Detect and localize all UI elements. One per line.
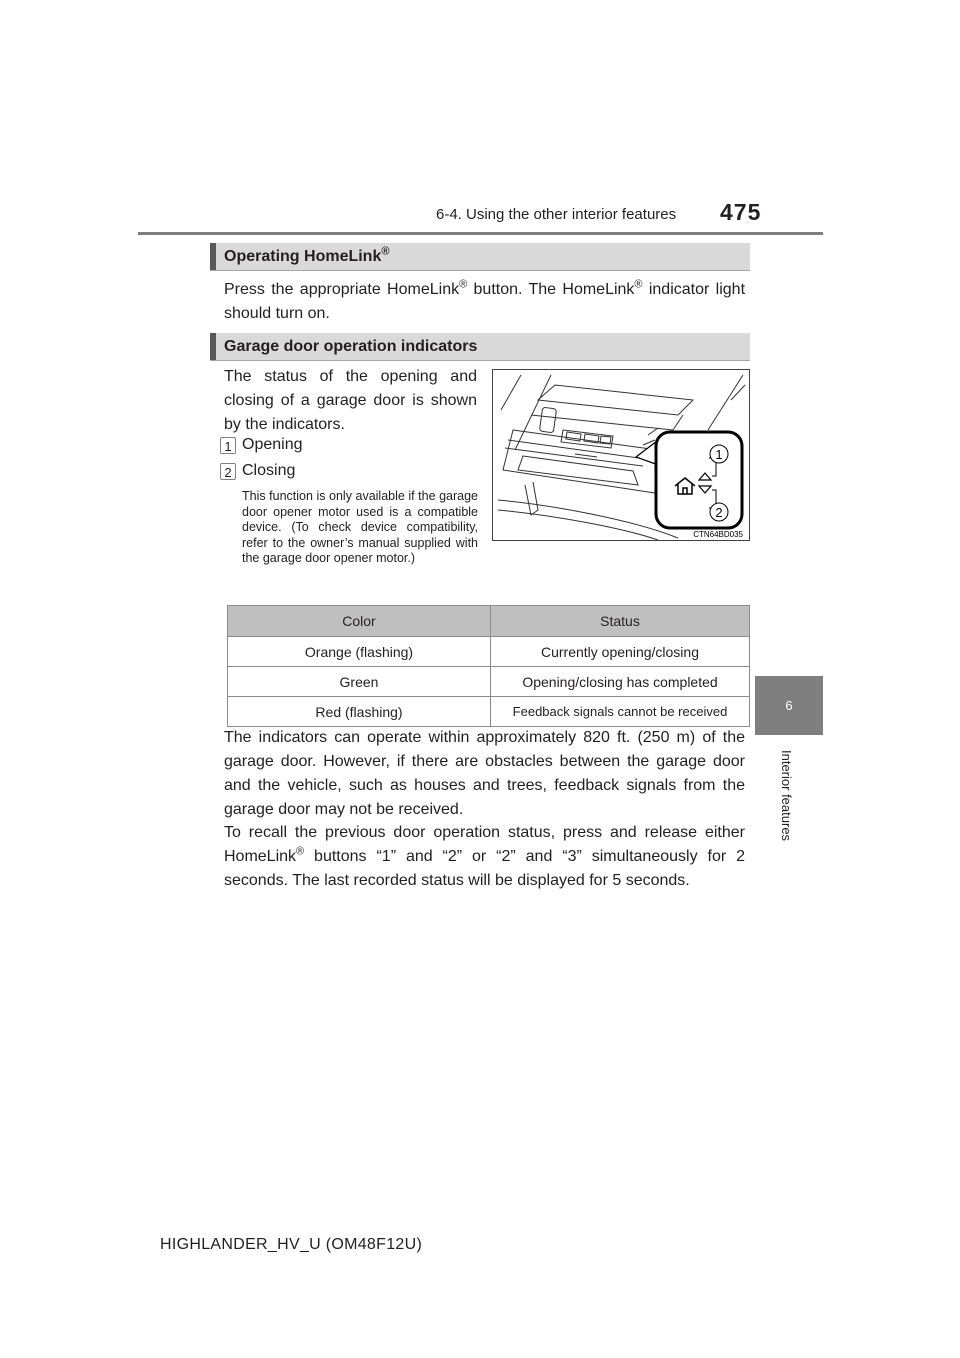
section-heading-operating-homelink (210, 243, 750, 271)
indicators-intro: The status of the opening and closing of a garage door is shown by the indicators. (224, 368, 477, 433)
figure-callout-2: 2 (715, 505, 723, 520)
table-cell-status: Currently opening/closing (491, 637, 750, 667)
page-number: 475 (720, 199, 762, 225)
range-paragraph: The indicators can operate within approximately 820 ft. (250 m) of the garage door. However, if there are obstacles between the garage door and the vehicle, such as houses and trees, feedback signals from the garage door may not be received. (224, 729, 745, 818)
section-heading-bar (210, 333, 216, 360)
operating-homelink-text: Press the appropriate HomeLink® button. The HomeLink® indicator light should turn on. (224, 278, 746, 322)
item-label-closing: Closing (242, 462, 296, 479)
table-cell-color: Orange (flashing) (228, 637, 491, 667)
chapter-tab: 6 (755, 676, 823, 735)
compatibility-note: This function is only available if the garage door opener motor used is a compatible device. (To check device compatibility, refer to the owner’s manual supplied with the garage door opener motor.) (242, 489, 478, 566)
table-row (228, 637, 750, 667)
table-row (228, 667, 750, 697)
indicator-status-table (227, 605, 750, 727)
item-label-opening: Opening (242, 436, 303, 453)
table-header-color: Color (228, 606, 491, 637)
figure-callout-1: 1 (715, 447, 723, 462)
item-number-1: 1 (220, 437, 236, 454)
table-cell-status: Feedback signals cannot be received (491, 697, 750, 727)
overhead-console-figure (492, 369, 750, 541)
table-cell-color: Red (flashing) (228, 697, 491, 727)
section-heading-bar (210, 243, 216, 270)
item-number-2: 2 (220, 463, 236, 480)
section-heading-garage-indicators (210, 333, 750, 361)
running-header: 6-4. Using the other interior features (436, 206, 677, 223)
chapter-label: Interior features (779, 750, 794, 842)
table-cell-status: Opening/closing has completed (491, 667, 750, 697)
table-header-row (228, 606, 750, 637)
table-header-status: Status (491, 606, 750, 637)
overhead-console-illustration (493, 370, 749, 540)
section-heading-text: Garage door operation indicators (224, 338, 478, 355)
table-cell-color: Green (228, 667, 491, 697)
footer-model-code: HIGHLANDER_HV_U (OM48F12U) (160, 1236, 423, 1253)
header-rule (138, 232, 823, 235)
figure-code: CTN64BD035 (693, 530, 743, 539)
table-row (228, 697, 750, 727)
recall-paragraph: To recall the previous door operation status, press and release either HomeLink® buttons “1” and “2” or “2” and “3” simultaneously for 2 seconds. The last recorded status will be displayed for 5 seconds. (224, 824, 745, 889)
section-heading-text: Operating HomeLink® (224, 245, 390, 265)
